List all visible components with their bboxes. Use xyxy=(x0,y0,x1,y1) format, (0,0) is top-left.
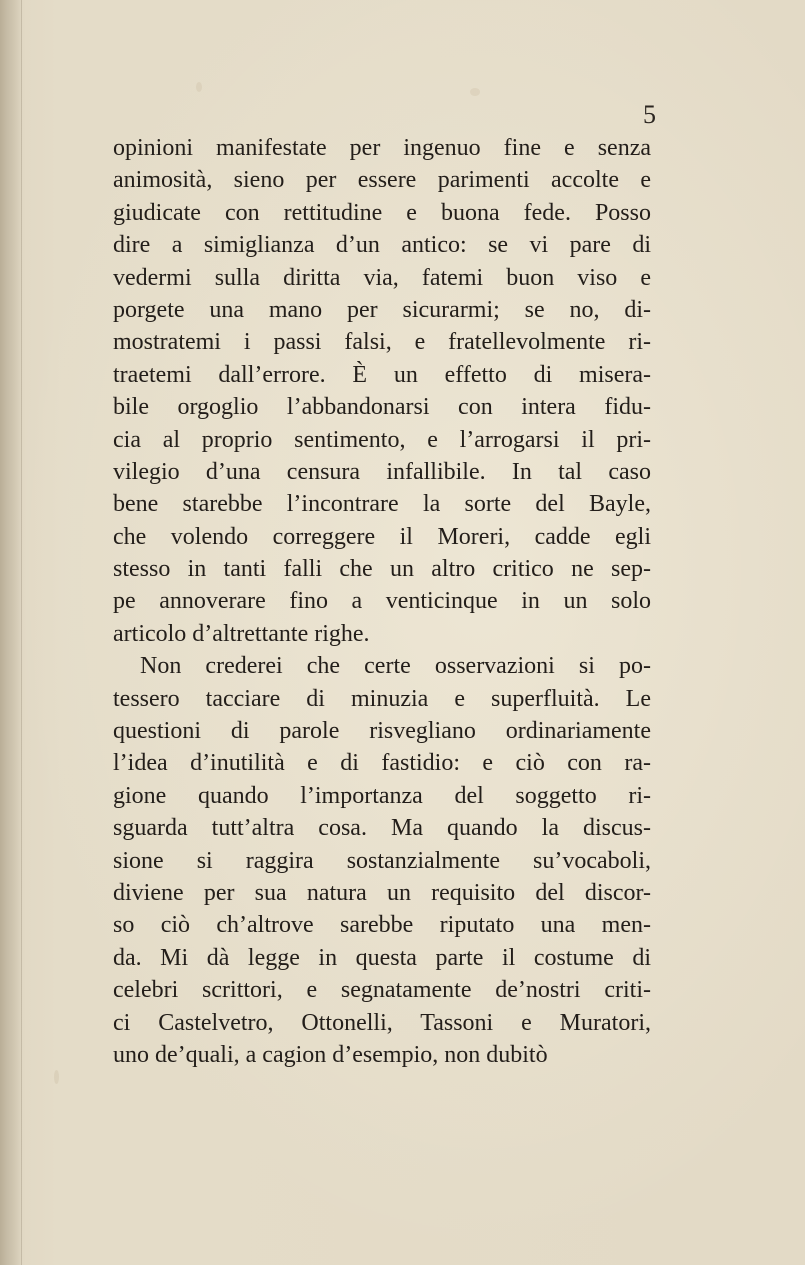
paper-stain xyxy=(196,82,202,92)
text-line: l’idea d’inutilità e di fastidio: e ciò con ra- xyxy=(113,750,651,777)
paragraph xyxy=(113,132,651,650)
text-line: Non crederei che certe osservazioni si po- xyxy=(140,653,651,680)
text-line: vedermi sulla diritta via, fatemi buon viso e xyxy=(113,264,651,291)
text-line: bile orgoglio l’abbandonarsi con intera fidu- xyxy=(113,394,651,421)
text-line: so ciò ch’altrove sarebbe riputato una men- xyxy=(113,912,651,939)
text-line: porgete una mano per sicurarmi; se no, di- xyxy=(113,296,651,323)
text-line: sguarda tutt’altra cosa. Ma quando la discus- xyxy=(113,815,651,842)
paragraph xyxy=(113,650,651,1071)
text-line: tessero tacciare di minuzia e superfluità. Le xyxy=(113,685,651,712)
text-line: traetemi dall’errore. È un effetto di misera- xyxy=(113,361,651,388)
text-line: opinioni manifestate per ingenuo fine e senza xyxy=(113,135,651,161)
text-line: vilegio d’una censura infallibile. In tal caso xyxy=(113,458,651,485)
text-line: che volendo correggere il Moreri, cadde egli xyxy=(113,523,651,550)
text-line: dire a simiglianza d’un antico: se vi pare di xyxy=(113,232,651,259)
text-line: ci Castelvetro, Ottonelli, Tassoni e Muratori, xyxy=(113,1009,651,1036)
page-number: 5 xyxy=(643,100,656,129)
paper-stain xyxy=(54,1070,59,1084)
text-line: pe annoverare fino a venticinque in un solo xyxy=(113,588,651,615)
paper-stain xyxy=(470,88,480,96)
text-line: giudicate con rettitudine e buona fede. Posso xyxy=(113,199,651,226)
text-line: cia al proprio sentimento, e l’arrogarsi il pri- xyxy=(113,426,651,453)
text-line: articolo d’altrettante righe. xyxy=(113,620,370,647)
text-line: da. Mi dà legge in questa parte il costume di xyxy=(113,944,651,971)
text-line: gione quando l’importanza del soggetto ri- xyxy=(113,782,651,809)
text-line: celebri scrittori, e segnatamente de’nostri criti- xyxy=(113,977,651,1004)
text-line: sione si raggira sostanzialmente su’vocaboli, xyxy=(113,847,651,874)
text-line: questioni di parole risvegliano ordinariamente xyxy=(113,718,651,745)
body-text xyxy=(113,132,651,1071)
binding-edge xyxy=(0,0,22,1265)
text-line: diviene per sua natura un requisito del discor- xyxy=(113,879,651,906)
text-line: uno de’quali, a cagion d’esempio, non dubitò xyxy=(113,1041,548,1068)
text-line: animosità, sieno per essere parimenti accolte e xyxy=(113,167,651,194)
binding-edge-line xyxy=(21,0,22,1265)
text-line: bene starebbe l’incontrare la sorte del Bayle, xyxy=(113,491,651,518)
text-line: mostratemi i passi falsi, e fratellevolmente ri- xyxy=(113,329,651,356)
text-line: stesso in tanti falli che un altro critico ne sep- xyxy=(113,556,651,583)
